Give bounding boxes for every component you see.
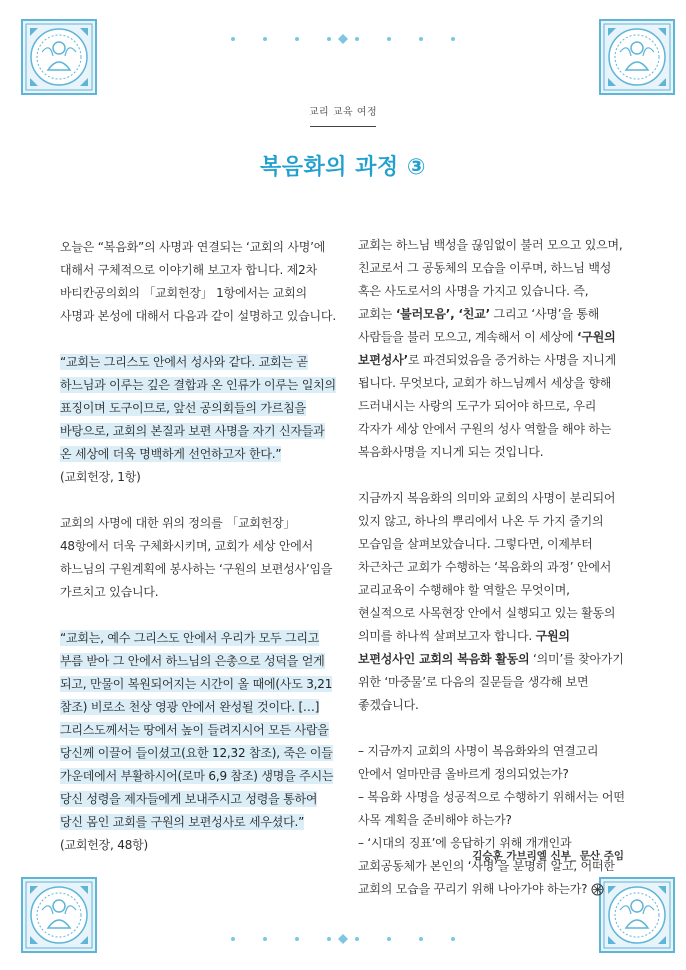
paragraph: 교회의 사명에 대한 위의 정의를 「교회헌장」 48항에서 더욱 구체화시키며, 교회가 세상 안에서 하느님의 구원계획에 봉사하는 ‘구원의 보편성사’임을 가르치고 있습니다.: [60, 516, 333, 599]
list-item: – 복음화 사명을 성공적으로 수행하기 위해서는 어떤 사목 계획을 준비해야 하는가?: [358, 790, 625, 827]
bold-text: 구원의 보편성사인 교회의 복음화 활동의: [358, 629, 570, 666]
paragraph-text: 교회는 하느님 백성을 끊임없이 불러 모으고 있으며, 친교로서 그 공동체의 모습을 이루며, 하느님 백성 혹은 사도로서의 사명을 가지고 있습니다. 즉, 교회는: [358, 238, 623, 321]
list-item-text: – ‘시대의 징표’에 응답하기 위해 개개인과 교회공동체가 본인의 ‘사명’을 분명히 알고, 어떠한 교회의 모습을 꾸리기 위해 나아가야 하는가?: [358, 836, 615, 896]
list-item: [358, 832, 626, 901]
paragraph: [358, 234, 626, 464]
quote-text: “교회는, 예수 그리스도 안에서 우리가 모두 그리고 부름 받아 그 안에서 하느님의 은총으로 성덕을 얻게 되고, 만물이 복원되어지는 시간이 올 때에(사도 3,21 참조) 비로소 천상 영광 안에서 완성될 것이다. […] 그리스도께서는 땅에서 높이 들려지시어 모든 사람을 당신께 이끌어 들이셨고(요한 12,32 참조), 죽은 이들 가운데에서 부활하시어(로마 6,9 참조) 생명을 주시는 당신 성령을 제자들에게 보내주시고 성령을 통하여 당신 몸인 교회를 구원의 보편성사로 세우셨다.”: [60, 631, 334, 829]
paragraph: 오늘은 “복음화”의 사명과 연결되는 ‘교회의 사명’에 대해서 구체적으로 이야기해 보고자 합니다. 제2차 바티칸공의회의 「교회헌장」 1항에서는 교회의 사명과 본성에 대해서 다음과 같이 설명하고 있습니다.: [60, 240, 336, 323]
bold-text: ‘구원의 보편성사’: [358, 330, 616, 367]
decorative-dots: [228, 934, 458, 944]
left-column: [60, 236, 336, 880]
ornament-tile-icon: [20, 876, 98, 954]
series-label: 교리 교육 여정: [308, 107, 378, 118]
list-item: – 지금까지 교회의 사명이 복음화와의 연결고리 안에서 얼마만큼 올바르게 정의되었는가?: [358, 744, 599, 781]
question-list: [358, 740, 626, 901]
paragraph: [358, 487, 626, 717]
paragraph-text: ‘의미’를 찾아가기 위한 ‘마중물’로 다음의 질문들을 생각해 보면 좋겠습니다.: [358, 652, 624, 712]
author-credit: 김승훈 가브리엘 신부_ 문산 주임: [472, 850, 624, 862]
quote-block: [60, 627, 336, 857]
ornament-tile-icon: [20, 18, 98, 96]
quote-block: [60, 351, 336, 489]
page-title: 복음화의 과정 ③: [260, 155, 426, 180]
ornament-tile-icon: [598, 18, 676, 96]
divider: [310, 126, 376, 127]
bold-text: ‘불러모음’, ‘친교’: [395, 307, 490, 321]
quote-text: “교회는 그리스도 안에서 성사와 같다. 교회는 곧 하느님과 이루는 깊은 결합과 온 인류가 이루는 일치의 표징이며 도구이므로, 앞선 공의회들의 가르침을 바탕으로, 교회의 본질과 보편 사명을 자기 신자들과 온 세상에 더욱 명백하게 선언하고자 한다.”: [60, 355, 336, 461]
quote-source: (교회헌장, 48항): [60, 838, 149, 852]
right-column: [358, 234, 626, 901]
paragraph-text: 그리고 ‘사명’을 통해 사람들을 불러 모으고, 계속해서 이 세상에: [358, 307, 600, 344]
paragraph-text: 로 파견되었음을 증거하는 사명을 지니게 됩니다. 무엇보다, 교회가 하느님께서 세상을 향해 드러내시는 사랑의 도구가 되어야 하므로, 우리 각자가 세상 안에서 구원의 성사 역할을 해야 하는 복음화사명을 지니게 되는 것입니다.: [358, 353, 617, 459]
paragraph-text: 지금까지 복음화의 의미와 교회의 사명이 분리되어 있지 않고, 하나의 뿌리에서 나온 두 가지 줄기의 모습임을 살펴보았습니다. 그렇다면, 이제부터 차근차근 교회가 수행하는 ‘복음화의 과정’ 안에서 교리교육이 수행해야 할 역할은 무엇이며, 현실적으로 사목현장 안에서 실행되고 있는 활동의 의미를 하나씩 살펴보고자 합니다.: [358, 491, 616, 643]
end-mark-icon: [591, 883, 604, 896]
decorative-dots: [228, 34, 458, 44]
quote-source: (교회헌장, 1항): [60, 470, 141, 484]
